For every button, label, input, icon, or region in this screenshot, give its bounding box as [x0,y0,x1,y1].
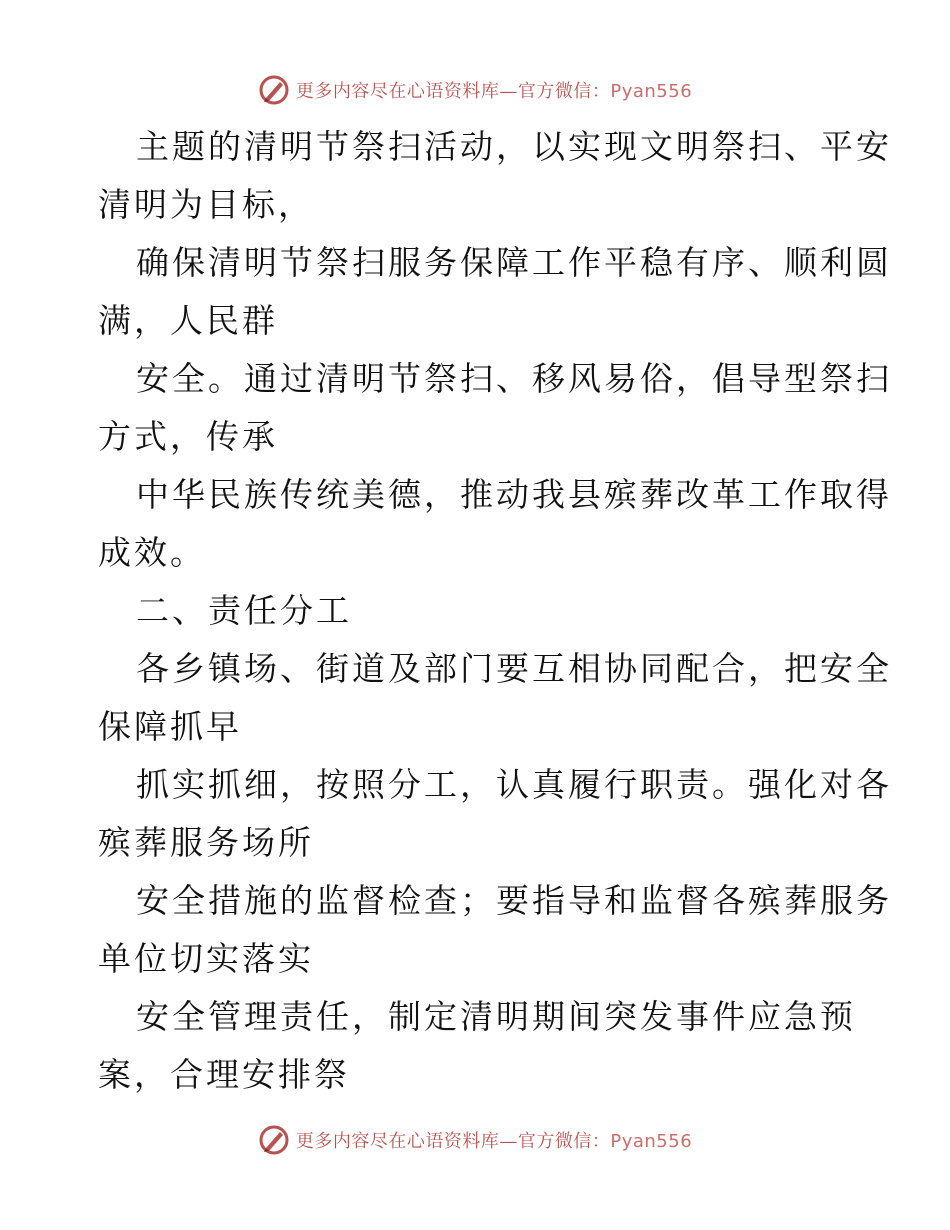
text-line: 殡葬服务场所 [98,823,314,862]
watermark-handle: Pyan556 [610,81,693,102]
text-line: 清明为目标， [98,185,314,224]
document-body [98,118,892,1104]
header-watermark [0,70,950,110]
text-line: 单位切实落实 [98,939,314,978]
text-line: 成效。 [98,533,206,572]
text-line: 各乡镇场、街道及部门要互相协同配合，把安全 [136,649,892,688]
text-line: 安全管理责任，制定清明期间突发事件应急预 [136,997,856,1036]
text-line: 确保清明节祭扫服务保障工作平稳有序、顺利圆 [136,243,892,282]
footer-watermark [0,1120,950,1160]
watermark-text: 更多内容尽在心语资料库—官方微信：Pyan556 [295,1131,693,1152]
text-line: 安全措施的监督检查；要指导和监督各殡葬服务 [136,881,892,920]
text-line: 满，人民群 [98,301,278,340]
watermark-text: 更多内容尽在心语资料库—官方微信：Pyan556 [295,81,693,102]
pen-logo-icon [258,74,290,106]
section-heading: 二、责任分工 [136,591,352,630]
text-line: 安全。通过清明节祭扫、移风易俗，倡导型祭扫 [136,359,892,398]
text-line: 案，合理安排祭 [98,1055,350,1094]
text-line: 保障抓早 [98,707,242,746]
pen-logo-icon [258,1124,290,1156]
text-line: 中华民族传统美德，推动我县殡葬改革工作取得 [136,475,892,514]
watermark-handle: Pyan556 [610,1131,693,1152]
text-line: 方式，传承 [98,417,278,456]
text-line: 抓实抓细，按照分工，认真履行职责。强化对各 [136,765,892,804]
text-line: 主题的清明节祭扫活动，以实现文明祭扫、平安 [136,127,892,166]
